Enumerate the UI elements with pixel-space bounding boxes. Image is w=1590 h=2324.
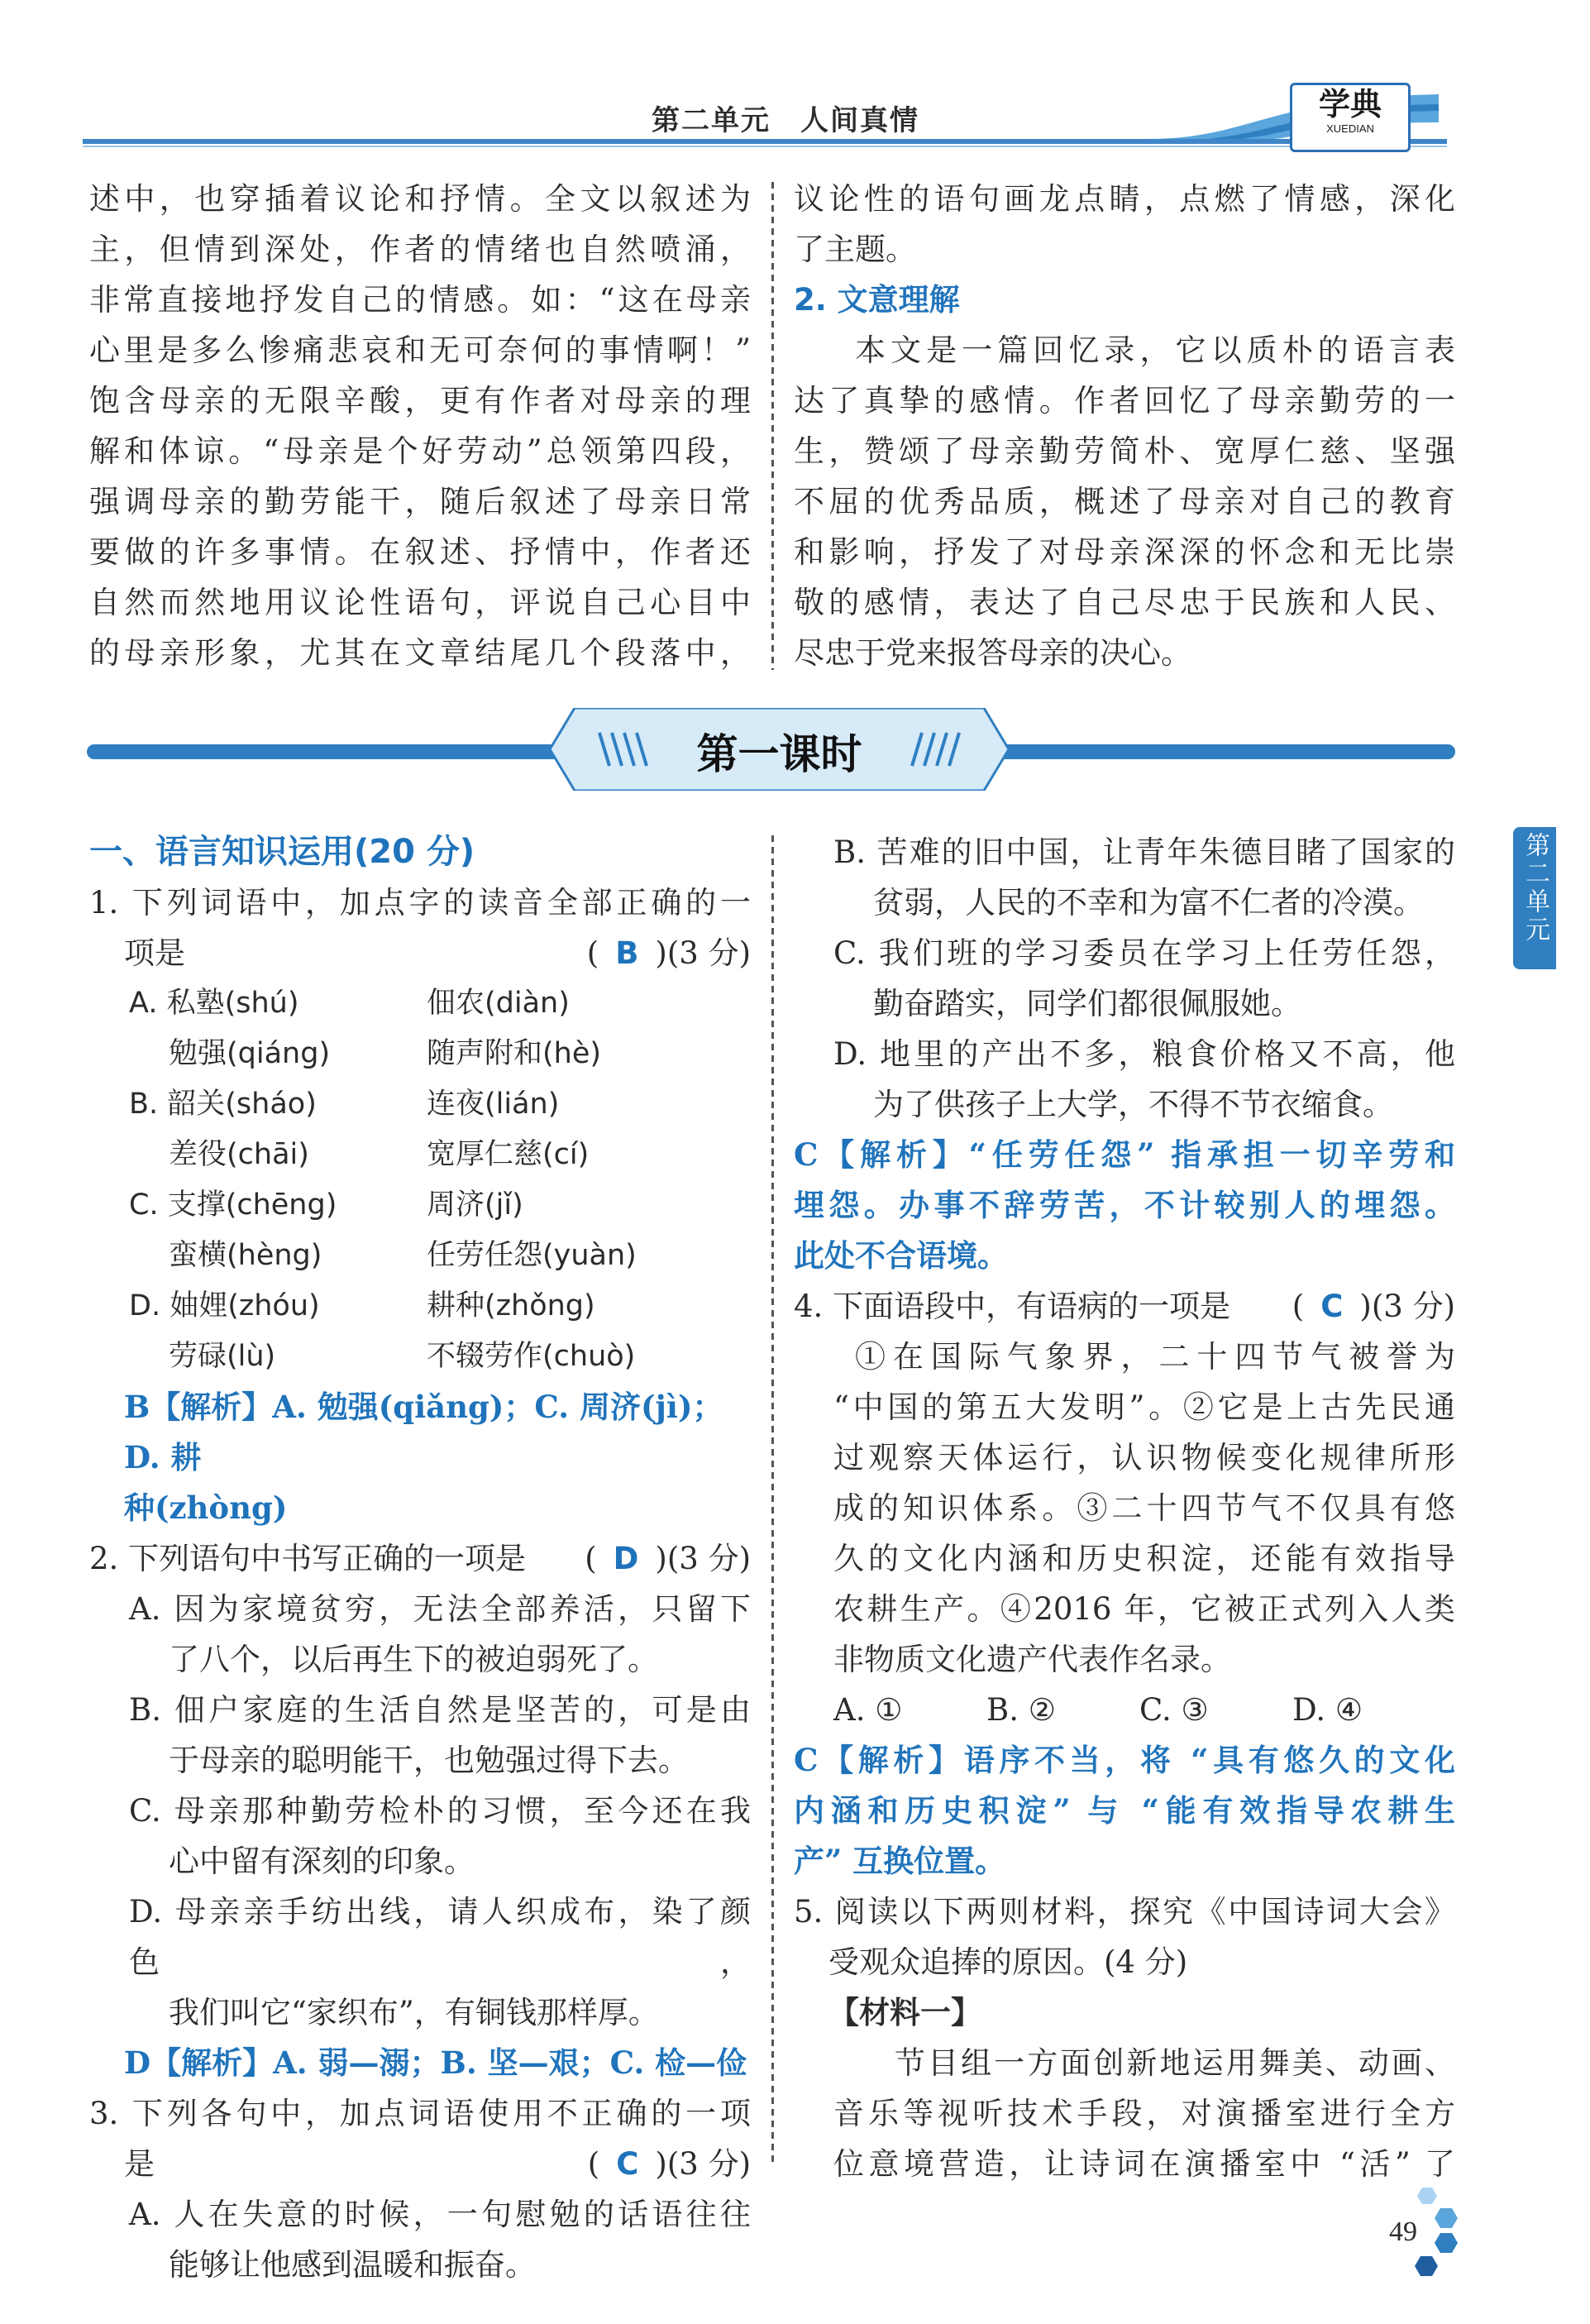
- option: C. 母亲那种勤劳检朴的习惯，至今还在我: [129, 1793, 751, 1829]
- option: 任劳任怨(yuàn): [427, 1239, 637, 1272]
- option-grid: [89, 978, 751, 1382]
- text-line: 达了真挚的感情。作者回忆了母亲勤劳的一: [794, 383, 1455, 418]
- question-5: [794, 1886, 1455, 2189]
- question-stem: 3. 下列各句中，加点词语使用不正确的一项: [89, 2096, 751, 2131]
- analysis: 种(zhòng): [124, 1490, 288, 1526]
- text-line: 过观察天体运行，认识物候变化规律所形: [833, 1440, 1455, 1475]
- analysis: 产” 互换位置。: [794, 1843, 1006, 1879]
- page-number: 49: [1389, 2216, 1417, 2247]
- unit-side-tab: 第二单元: [1513, 827, 1556, 969]
- text-line: 久的文化内涵和历史积淀，还能有效指导: [833, 1541, 1455, 1576]
- material-label: 【材料一】: [828, 1995, 981, 2030]
- option: C. ③: [1139, 1692, 1209, 1728]
- text-line: ①在国际气象界，二十四节气被誉为: [855, 1339, 1455, 1375]
- unit-title: 第二单元 人间真情: [652, 104, 919, 137]
- text-line: 敬的感情，表达了自己尽忠于民族和人民、: [794, 585, 1455, 620]
- option: 于母亲的聪明能干，也勉强过得下去。: [169, 1743, 689, 1778]
- text-line: 位意境营造，让诗词在演播室中 “活” 了: [833, 2146, 1455, 2182]
- text-line: 农耕生产。④2016 年，它被正式列入人类: [833, 1591, 1455, 1627]
- text-line: “中国的第五大发明”。②它是上古先民通: [833, 1389, 1455, 1425]
- text-line: 自然而然地用议论性语句，评说自己心目中: [89, 585, 751, 620]
- analysis: 此处不合语境。: [794, 1237, 1008, 1274]
- text-line: 议论性的语句画龙点睛，点燃了情感，深化: [794, 181, 1455, 217]
- text-line: 和影响，抒发了对母亲深深的怀念和无比崇: [794, 534, 1455, 570]
- answer-choice: B: [615, 935, 639, 971]
- top-right-column: [794, 174, 1455, 678]
- text-line: 节目组一方面创新地运用舞美、动画、: [895, 2045, 1455, 2081]
- option: 能够让他感到温暖和振奋。: [169, 2247, 536, 2283]
- header-rule-thin: [83, 146, 1447, 147]
- text-line: 生，赞颂了母亲勤劳简朴、宽厚仁慈、坚强: [794, 433, 1455, 469]
- text-line: 解和体谅。“母亲是个好劳动”总领第四段，: [89, 433, 751, 469]
- option: 为了供孩子上大学，不得不节衣缩食。: [873, 1087, 1393, 1122]
- text-line: 心里是多么惨痛悲哀和无可奈何的事情啊！”: [89, 332, 751, 368]
- option: A. 人在失意的时候，一句慰勉的话语往往: [129, 2197, 751, 2232]
- question-stem: 1. 下列词语中，加点字的读音全部正确的一: [89, 885, 751, 921]
- option: B. 佃户家庭的生活自然是坚苦的，可是由: [129, 1692, 751, 1728]
- option: 勉强(qiáng): [169, 1037, 331, 1070]
- question-4: [794, 1281, 1455, 1886]
- question-stem-end: 是 ( C )(3 分): [89, 2139, 751, 2189]
- text-line: 饱含母亲的无限辛酸，更有作者对母亲的理: [89, 383, 751, 418]
- analysis: B【解析】A. 勉强(qiǎng)；C. 周济(jì)；D. 耕: [124, 1389, 723, 1475]
- option: 不辍劳作(chuò): [427, 1340, 636, 1373]
- question-1: [89, 877, 751, 1533]
- option: 宽厚仁慈(cí): [427, 1138, 590, 1171]
- answer-bracket: ( C )(3 分): [587, 2146, 751, 2182]
- option: 连夜(lián): [427, 1088, 560, 1121]
- lower-right-column: [794, 827, 1455, 2189]
- text-line: 音乐等视听技术手段，对演播室进行全方: [833, 2096, 1455, 2131]
- option: 蛮横(hèng): [169, 1239, 322, 1272]
- question-stem-end: 项是 ( B )(3 分): [89, 928, 751, 978]
- option: 了八个，以后再生下的被迫弱死了。: [169, 1642, 658, 1677]
- text-line: 非常直接地抒发自己的情感。如：“这在母亲: [89, 282, 751, 318]
- brand-logo: 学典 XUEDIAN: [1290, 83, 1411, 152]
- answer-bracket: ( B )(3 分): [586, 935, 751, 971]
- question-stem-end: 受观众追捧的原因。(4 分): [828, 1944, 1188, 1980]
- header-rule: [83, 139, 1447, 144]
- option: A. 因为家境贫穷，无法全部养活，只留下: [129, 1591, 751, 1627]
- option: A. 私塾(shú): [129, 987, 299, 1020]
- text-line: 了主题。: [794, 232, 916, 267]
- option: B. 苦难的旧中国，让青年朱德目睹了国家的: [833, 834, 1455, 870]
- question-2: [89, 1533, 751, 2088]
- text-line: 成的知识体系。③二十四节气不仅具有悠: [833, 1490, 1455, 1526]
- option: 我们叫它“家织布”，有铜钱那样厚。: [169, 1995, 659, 2030]
- analysis: 埋怨。办事不辞劳苦，不计较别人的埋怨。: [794, 1187, 1455, 1223]
- option-row: [794, 1685, 1455, 1735]
- text-line: 不屈的优秀品质，概述了母亲对自己的教育: [794, 484, 1455, 519]
- analysis: 内涵和历史积淀” 与 “能有效指导农耕生: [794, 1792, 1455, 1829]
- subsection-heading: 2. 文意理解: [794, 282, 960, 318]
- answer-bracket: ( D )(3 分): [585, 1541, 751, 1576]
- text-line: 非物质文化遗产代表作名录。: [833, 1642, 1231, 1677]
- column-divider: [771, 835, 774, 2167]
- option: 差役(chāi): [169, 1138, 309, 1171]
- option: C. 支撑(chēng): [129, 1188, 337, 1222]
- option: D. ④: [1292, 1692, 1363, 1728]
- option: 劳碌(lù): [169, 1340, 276, 1373]
- option: A. ①: [833, 1692, 903, 1728]
- option: 贫弱，人民的不幸和为富不仁者的冷漠。: [873, 885, 1424, 921]
- text-line: 本文是一篇回忆录，它以质朴的语言表: [855, 332, 1455, 368]
- text-line: 主，但情到深处，作者的情绪也自然喷涌，: [89, 232, 751, 267]
- question-stem: 2. 下列语句中书写正确的一项是 ( D )(3 分): [89, 1533, 751, 1584]
- option: 耕种(zhǒng): [427, 1289, 595, 1322]
- top-left-column: [89, 174, 751, 678]
- question-stem: 5. 阅读以下两则材料，探究《中国诗词大会》: [794, 1894, 1455, 1929]
- option: D. 母亲亲手纺出线，请人织成布，染了颜色，: [129, 1894, 751, 1980]
- text-line: 要做的许多事情。在叙述、抒情中，作者还: [89, 534, 751, 570]
- option: D. 地里的产出不多，粮食价格又不高，他: [833, 1036, 1455, 1072]
- option: C. 我们班的学习委员在学习上任劳任怨，: [833, 935, 1455, 971]
- option: 心中留有深刻的印象。: [169, 1843, 475, 1879]
- question-3: [89, 2088, 751, 2290]
- text-line: 尽忠于党来报答母亲的决心。: [794, 635, 1191, 671]
- analysis: C【解析】语序不当，将 “具有悠久的文化: [794, 1742, 1455, 1778]
- option: D. 妯娌(zhóu): [129, 1289, 320, 1322]
- option: 勤奋踏实，同学们都很佩服她。: [873, 986, 1301, 1021]
- section-heading: 一、语言知识运用(20 分): [89, 833, 475, 871]
- answer-choice: D: [613, 1541, 639, 1576]
- analysis: C【解析】“任劳任怨” 指承担一切辛劳和: [794, 1136, 1455, 1173]
- lesson-banner-title: 第一课时: [696, 730, 862, 778]
- question-stem: 4. 下面语段中，有语病的一项是 ( C )(3 分): [794, 1281, 1455, 1332]
- analysis: D【解析】A. 弱—溺；B. 坚—艰；C. 检—俭: [124, 2044, 747, 2081]
- answer-bracket: ( C )(3 分): [1292, 1289, 1455, 1324]
- option: B. ②: [986, 1692, 1056, 1728]
- option: B. 韶关(sháo): [129, 1088, 317, 1121]
- column-divider: [771, 182, 774, 670]
- option: 周济(jǐ): [427, 1188, 523, 1222]
- option: 佃农(diàn): [427, 987, 570, 1020]
- answer-choice: C: [1320, 1289, 1344, 1324]
- text-line: 述中，也穿插着议论和抒情。全文以叙述为: [89, 181, 751, 217]
- answer-choice: C: [616, 2146, 639, 2182]
- text-line: 的母亲形象，尤其在文章结尾几个段落中，: [89, 635, 751, 671]
- option: 随声附和(hè): [427, 1037, 602, 1070]
- text-line: 强调母亲的勤劳能干，随后叙述了母亲日常: [89, 484, 751, 519]
- lower-left-column: [89, 827, 751, 2290]
